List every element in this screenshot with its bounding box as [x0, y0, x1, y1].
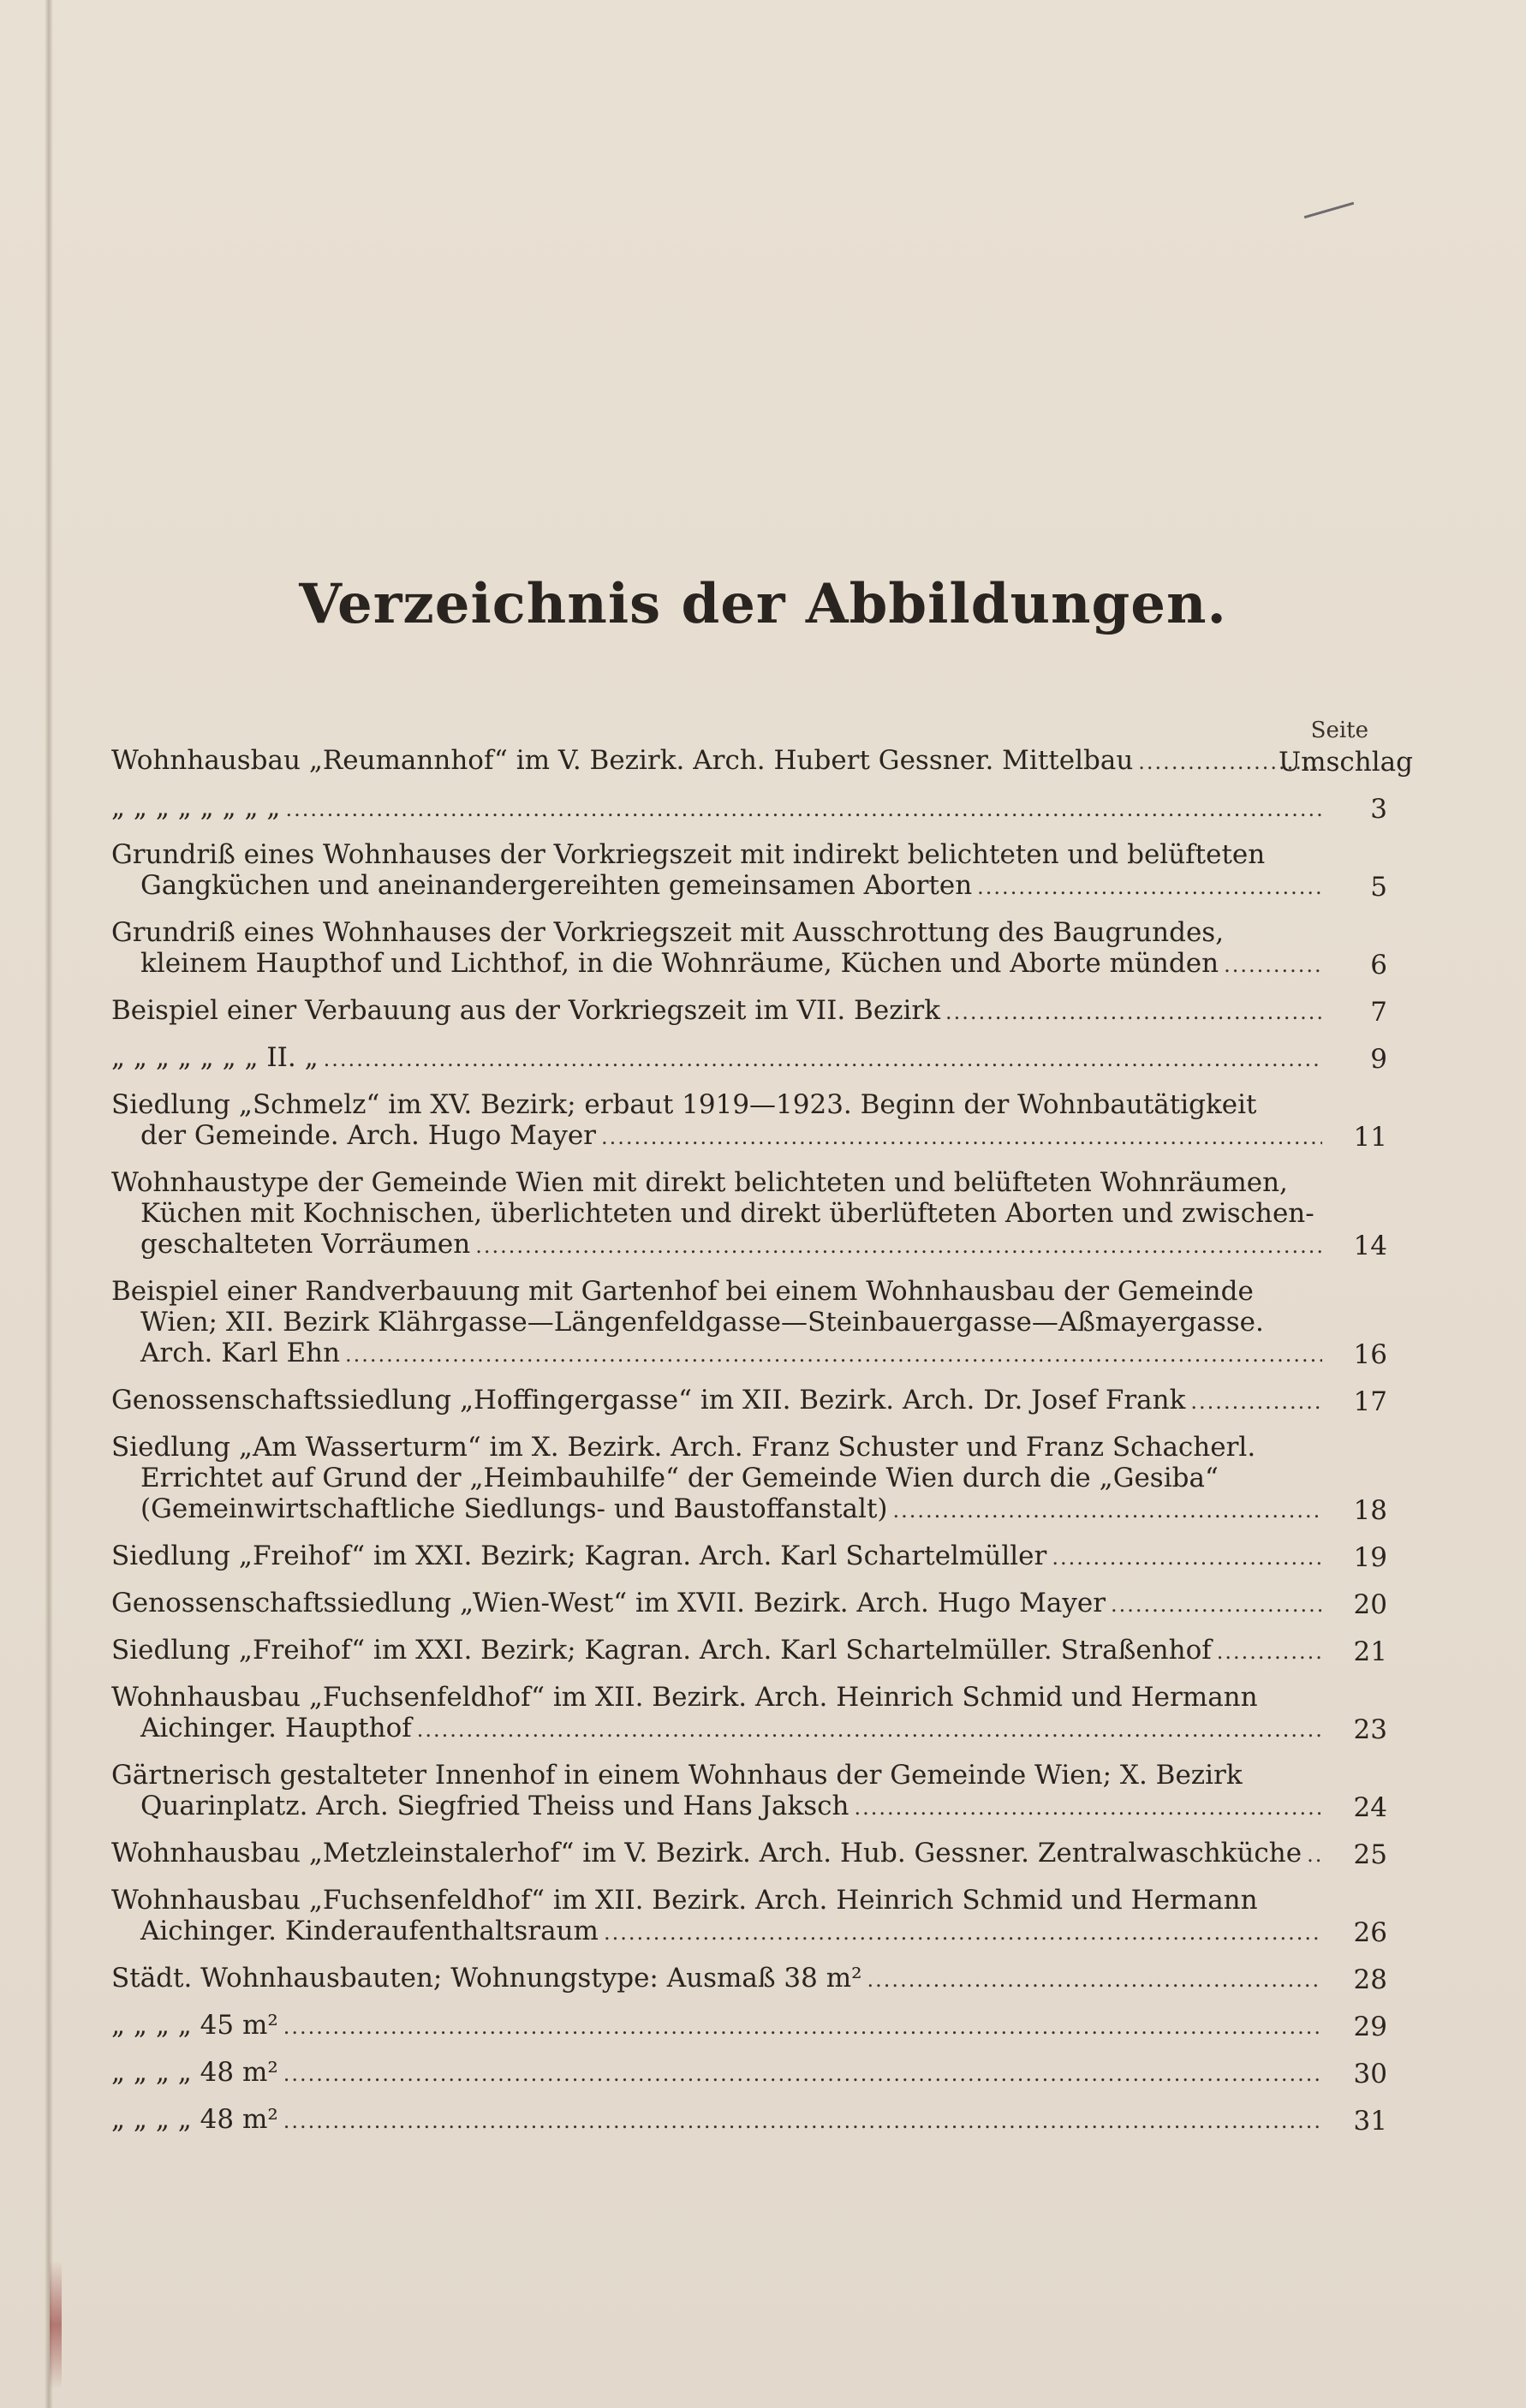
toc-entry: [111, 2057, 1387, 2089]
page-number: 9: [1370, 1044, 1387, 1075]
toc-entry-line-text: Städt. Wohnhausbauten; Wohnungstype: Ausmaß 38 m²: [111, 1963, 862, 1994]
toc-entry-line: Wohnhaustype der Gemeinde Wien mit direkt belichteten und belüfteten Wohnräumen,: [111, 1167, 1288, 1198]
toc-entry: [111, 1838, 1387, 1870]
toc-entry-line: [111, 995, 1322, 1028]
toc-entry: [111, 917, 1387, 980]
toc-entry-text: [111, 792, 1322, 825]
page-title: Verzeichnis der Abbildungen.: [299, 572, 1227, 636]
toc-entry-line: [111, 1588, 1322, 1620]
toc-entry-line-text: der Gemeinde. Arch. Hugo Mayer: [140, 1120, 596, 1151]
dot-leader: [345, 1339, 1322, 1370]
toc-entry-line: [111, 2010, 1322, 2042]
toc-entry-line-text: Wohnhausbau „Metzleinstalerhof“ im V. Bezirk. Arch. Hub. Gessner. Zentralwaschküche: [111, 1838, 1302, 1869]
toc-entry-line-text: Beispiel einer Verbauung aus der Vorkriegszeit im VII. Bezirk: [111, 995, 941, 1026]
toc-entry-line-text: Wohnhausbau „Reumannhof“ im V. Bezirk. Arch. Hubert Gessner. Mittelbau: [111, 745, 1134, 776]
toc-entry-text: [111, 1963, 1322, 1995]
toc-entry: [111, 1541, 1387, 1573]
dot-leader: [867, 1964, 1322, 1995]
page-number: 28: [1353, 1964, 1387, 1995]
toc-entry-text: [111, 2104, 1322, 2137]
toc-entry-line-text: „ „ „ „ 48 m²: [111, 2057, 278, 2088]
toc-entry-line-text: „ „ „ „ „ „ „ II. „: [111, 1042, 319, 1073]
dot-leader: [283, 2012, 1322, 2042]
page-number: 16: [1353, 1339, 1387, 1370]
toc-entry-text: [111, 1167, 1322, 1261]
dot-leader: [1307, 1839, 1322, 1870]
toc-entry-line: Gärtnerisch gestalteter Innenhof in einem Wohnhaus der Gemeinde Wien; X. Bezirk: [111, 1760, 1243, 1791]
page-number: 21: [1353, 1636, 1387, 1667]
dot-leader: [475, 1231, 1322, 1261]
toc-entry: [111, 1432, 1387, 1526]
toc-entry-line-text: Siedlung „Freihof“ im XXI. Bezirk; Kagran. Arch. Karl Schartelmüller. Straßenhof: [111, 1635, 1212, 1666]
toc-entry-line: [111, 1120, 1322, 1153]
toc-entry-text: [111, 1541, 1322, 1573]
stain-mark: [50, 2261, 62, 2389]
toc-entry-line-text: „ „ „ „ „ „ „ „: [111, 792, 281, 823]
dot-leader: [601, 1122, 1322, 1153]
toc-entry-text: [111, 745, 1322, 778]
dot-leader: [283, 2106, 1322, 2137]
toc-entry-line-text: Gangküchen und aneinandergereihten gemeinsamen Aborten: [140, 870, 973, 901]
toc-entry-line-text: Aichinger. Kinderaufenthaltsraum: [140, 1916, 599, 1946]
toc-entry-text: [111, 1885, 1322, 1948]
toc-entry-text: [111, 995, 1322, 1028]
toc-entry-line-text: Siedlung „Freihof“ im XXI. Bezirk; Kagran. Arch. Karl Schartelmüller: [111, 1541, 1047, 1571]
page-number: 17: [1353, 1386, 1387, 1417]
toc-entry-text: [111, 1760, 1322, 1823]
toc-entry-line-text: Arch. Karl Ehn: [140, 1338, 341, 1368]
toc-entry: [111, 1385, 1387, 1417]
toc-entry-line: [111, 1042, 1322, 1075]
toc-entry: [111, 995, 1387, 1028]
toc-entry-line-text: Genossenschaftssiedlung „Wien-West“ im XVII. Bezirk. Arch. Hugo Mayer: [111, 1588, 1106, 1618]
page-number: 20: [1353, 1589, 1387, 1620]
toc-entry-line: [111, 1713, 1322, 1745]
page-number: 25: [1353, 1839, 1387, 1870]
dot-leader: [1052, 1542, 1322, 1573]
toc-entry-line: Siedlung „Am Wasserturm“ im X. Bezirk. Arch. Franz Schuster und Franz Schacherl.: [111, 1432, 1256, 1463]
toc-entry-line: [111, 870, 1322, 903]
toc-entry-line: Wien; XII. Bezirk Klährgasse—Längenfeldgasse—Steinbauergasse—Aßmayergasse.: [140, 1307, 1264, 1338]
toc-entry: [111, 839, 1387, 903]
dot-leader: [285, 794, 1322, 825]
toc-entry: [111, 1042, 1387, 1075]
toc-entry-line-text: Genossenschaftssiedlung „Hoffingergasse“ im XII. Bezirk. Arch. Dr. Josef Frank: [111, 1385, 1186, 1416]
toc-entry-line: Grundriß eines Wohnhauses der Vorkriegszeit mit Ausschrottung des Baugrundes,: [111, 917, 1225, 948]
toc-entry-text: [111, 1276, 1322, 1370]
toc-entry-line: [111, 1963, 1322, 1995]
page-number: 19: [1353, 1542, 1387, 1573]
figure-index: [111, 745, 1413, 2151]
toc-entry-line: Beispiel einer Randverbauung mit Gartenhof bei einem Wohnhausbau der Gemeinde: [111, 1276, 1254, 1307]
page-number: 26: [1353, 1917, 1387, 1948]
toc-entry: [111, 1885, 1387, 1948]
toc-entry-line: [111, 1838, 1322, 1870]
toc-entry-line-text: geschalteten Vorräumen: [140, 1229, 471, 1260]
toc-entry-line: [111, 1493, 1322, 1526]
toc-entry-line: Siedlung „Schmelz“ im XV. Bezirk; erbaut 1919—1923. Beginn der Wohnbautätigkeit: [111, 1089, 1257, 1120]
toc-entry-line: Errichtet auf Grund der „Heimbauhilfe“ der Gemeinde Wien durch die „Gesiba“: [140, 1463, 1219, 1493]
toc-entry-text: [111, 1432, 1322, 1526]
toc-entry-line-text: „ „ „ „ 45 m²: [111, 2010, 278, 2041]
toc-entry-line: [111, 1635, 1322, 1667]
toc-entry-text: [111, 1385, 1322, 1417]
dot-leader: [1217, 1636, 1322, 1667]
dot-leader: [283, 2059, 1322, 2089]
toc-entry-text: [111, 839, 1322, 903]
toc-entry: [111, 1588, 1387, 1620]
toc-entry-text: [111, 1682, 1322, 1745]
page-number: 3: [1370, 794, 1387, 825]
page-number: 5: [1370, 872, 1387, 903]
page-number: 31: [1353, 2106, 1387, 2137]
toc-entry: [111, 2104, 1387, 2137]
dot-leader: [1224, 950, 1322, 980]
toc-entry-line: [111, 1791, 1322, 1823]
page-number: 29: [1353, 2012, 1387, 2042]
toc-entry: [111, 1963, 1387, 1995]
toc-entry-line: [111, 1229, 1322, 1261]
toc-entry: [111, 745, 1413, 778]
dot-leader: [1111, 1589, 1322, 1620]
toc-entry: [111, 1089, 1387, 1153]
toc-entry-line-text: Aichinger. Haupthof: [140, 1713, 412, 1743]
dot-leader: [977, 872, 1322, 903]
toc-entry-line: [111, 1541, 1322, 1573]
toc-entry-text: [111, 1838, 1322, 1870]
toc-entry-line: Wohnhausbau „Fuchsenfeldhof“ im XII. Bezirk. Arch. Heinrich Schmid und Hermann: [111, 1885, 1258, 1916]
dot-leader: [417, 1714, 1322, 1745]
page-number: Umschlag: [1279, 747, 1413, 778]
toc-entry-line: [111, 745, 1322, 778]
toc-entry-line-text: „ „ „ „ 48 m²: [111, 2104, 278, 2135]
page-column-label: Seite: [1310, 718, 1368, 743]
page-number: 6: [1370, 950, 1387, 980]
toc-entry: [111, 1167, 1387, 1261]
toc-entry-line: Wohnhausbau „Fuchsenfeldhof“ im XII. Bezirk. Arch. Heinrich Schmid und Hermann: [111, 1682, 1258, 1713]
dot-leader: [945, 997, 1322, 1028]
pencil-mark: [1304, 202, 1355, 218]
toc-entry-line-text: (Gemeinwirtschaftliche Siedlungs- und Baustoffanstalt): [140, 1493, 888, 1524]
toc-entry-text: [111, 2057, 1322, 2089]
toc-entry-line: [111, 948, 1322, 980]
dot-leader: [893, 1495, 1323, 1526]
toc-entry-text: [111, 1635, 1322, 1667]
page-number: 18: [1353, 1495, 1387, 1526]
dot-leader: [324, 1044, 1322, 1075]
page-number: 23: [1353, 1714, 1387, 1745]
toc-entry: [111, 792, 1387, 825]
dot-leader: [604, 1917, 1322, 1948]
toc-entry-line: [111, 1916, 1322, 1948]
binding-edge: [45, 0, 53, 2408]
toc-entry: [111, 1682, 1387, 1745]
page-number: 14: [1353, 1231, 1387, 1261]
toc-entry: [111, 1276, 1387, 1370]
toc-entry-text: [111, 1042, 1322, 1075]
page-number: 30: [1353, 2059, 1387, 2089]
dot-leader: [1190, 1386, 1322, 1417]
toc-entry-line: Küchen mit Kochnischen, überlichteten und direkt überlüfteten Aborten und zwischen-: [140, 1198, 1314, 1229]
toc-entry-line: Grundriß eines Wohnhauses der Vorkriegszeit mit indirekt belichteten und belüfteten: [111, 839, 1266, 870]
toc-entry-line: [111, 2057, 1322, 2089]
toc-entry: [111, 1635, 1387, 1667]
toc-entry-line: [111, 792, 1322, 825]
toc-entry-text: [111, 917, 1322, 980]
toc-entry-line-text: Quarinplatz. Arch. Siegfried Theiss und Hans Jaksch: [140, 1791, 849, 1821]
toc-entry-text: [111, 2010, 1322, 2042]
toc-entry: [111, 1760, 1387, 1823]
toc-entry-line: [111, 1385, 1322, 1417]
page-number: 24: [1353, 1792, 1387, 1823]
toc-entry-line-text: kleinem Haupthof und Lichthof, in die Wohnräume, Küchen und Aborte münden: [140, 948, 1219, 979]
page-number: 11: [1353, 1122, 1387, 1153]
toc-entry-line: [111, 1338, 1322, 1370]
toc-entry-line: [111, 2104, 1322, 2137]
dot-leader: [855, 1792, 1322, 1823]
toc-entry-text: [111, 1588, 1322, 1620]
toc-entry: [111, 2010, 1387, 2042]
page-number: 7: [1370, 997, 1387, 1028]
toc-entry-text: [111, 1089, 1322, 1153]
